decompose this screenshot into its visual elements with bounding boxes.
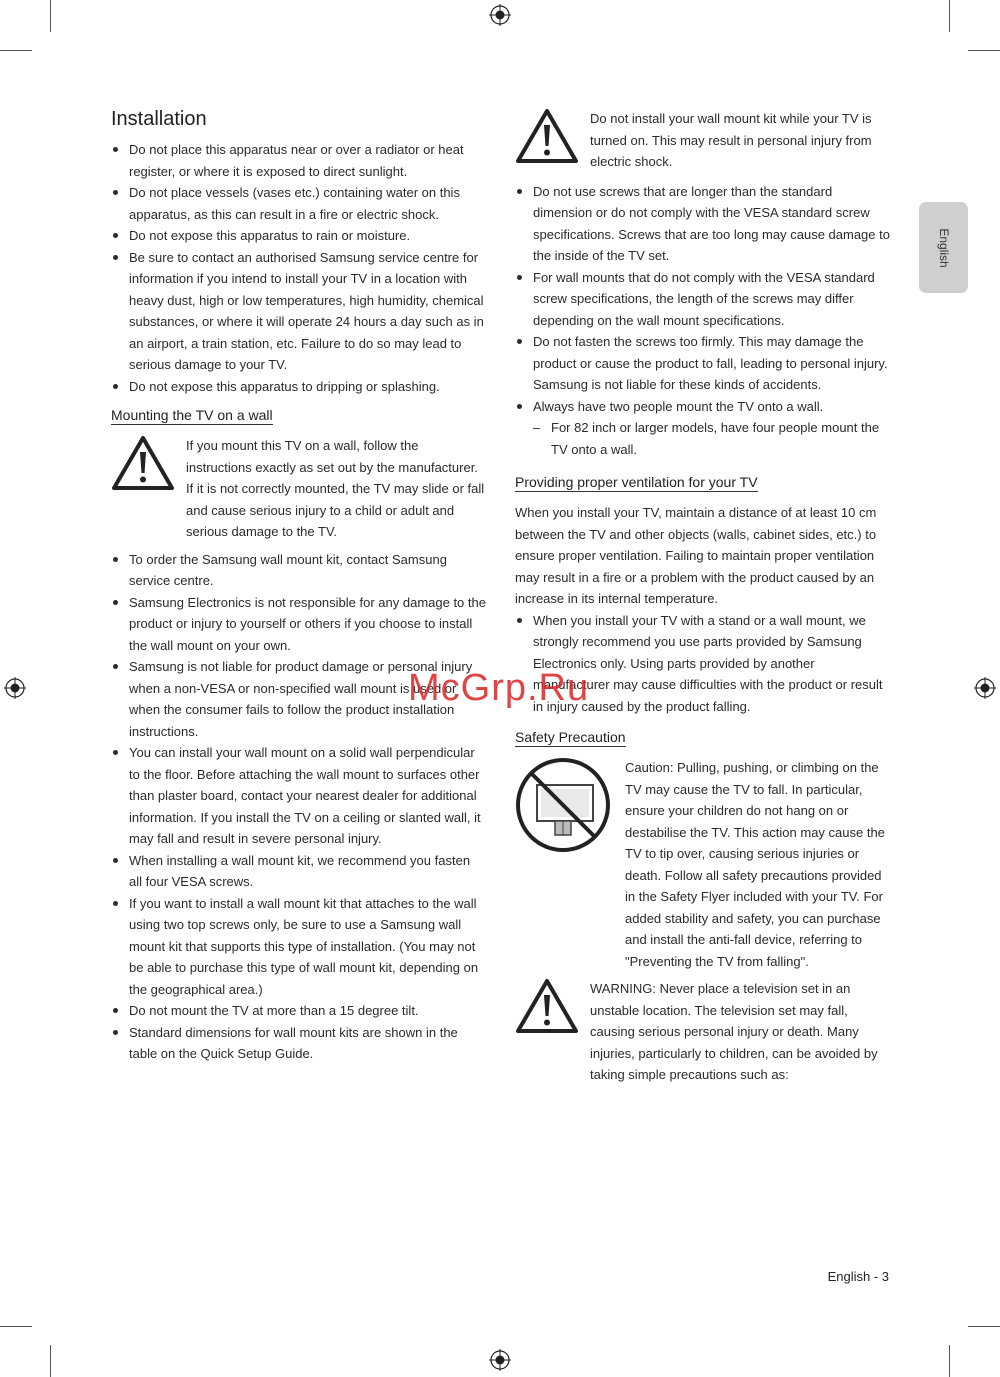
crop-mark — [949, 0, 950, 32]
page-footer: English - 3 — [827, 1269, 889, 1284]
list-item: Do not place vessels (vases etc.) containing water on this apparatus, as this can result in a fire or electric shock. — [111, 182, 486, 225]
caution-label: Caution — [625, 760, 670, 775]
language-tab-label: English — [936, 227, 951, 268]
ventilation-paragraph: When you install your TV, maintain a distance of at least 10 cm between the TV and other objects (walls, cabinet sides, etc.) to ensure proper ventilation. Failing to maintain proper ventilation may result in a fire or a problem with the product caused by an increase in its internal temperature. — [515, 505, 877, 606]
crop-mark — [968, 1326, 1000, 1327]
crop-mark — [0, 50, 32, 51]
power-warning-block — [515, 108, 890, 173]
caution-block — [515, 757, 890, 972]
crop-mark — [0, 1326, 32, 1327]
warning-block — [515, 978, 890, 1086]
list-item: For wall mounts that do not comply with the VESA standard screw specifications, the length of the screws may differ depending on the wall mount specifications. — [515, 267, 890, 332]
list-item: Samsung Electronics is not responsible for any damage to the product or injury to yourself or others if you choose to install the wall mount on your own. — [111, 592, 486, 657]
list-item: When you install your TV with a stand or a wall mount, we strongly recommend you use parts provided by Samsung Electronics only. Using parts provided by another manufacturer may cause difficulties with the product or result in injury caused by the product falling. — [515, 610, 890, 718]
screw-list — [515, 181, 890, 461]
list-item: To order the Samsung wall mount kit, contact Samsung service centre. — [111, 549, 486, 592]
sub-note — [533, 417, 890, 460]
registration-mark-icon — [4, 677, 26, 699]
crop-mark — [50, 1345, 51, 1377]
list-item: Do not expose this apparatus to dripping or splashing. — [111, 376, 486, 398]
power-warning-text: Do not install your wall mount kit while your TV is turned on. This may result in personal injury from electric shock. — [590, 111, 872, 169]
warning-label: WARNING — [590, 981, 653, 996]
mounting-heading: Mounting the TV on a wall — [111, 407, 273, 423]
caution-text — [625, 757, 890, 972]
list-item: You can install your wall mount on a solid wall perpendicular to the floor. Before attaching the wall mount to surfaces other than plaster board, contact your nearest dealer for additional information. If you install the TV on a ceiling or slanted wall, it may fall and result in severe personal injury. — [111, 742, 486, 850]
warning-icon — [515, 978, 579, 1034]
list-item: Do not mount the TV at more than a 15 degree tilt. — [111, 1000, 486, 1022]
language-tab — [919, 202, 968, 293]
list-item: Do not use screws that are longer than the standard dimension or do not comply with the VESA standard screw specifications. Screws that are too long may cause damage to the inside of the TV set. — [515, 181, 890, 267]
left-column — [111, 108, 486, 1065]
registration-mark-icon — [489, 4, 511, 26]
warning-icon — [111, 435, 175, 491]
section-title: Installation — [111, 108, 207, 130]
list-item — [515, 396, 890, 461]
installation-list — [111, 139, 486, 397]
warning-text — [590, 978, 890, 1086]
crop-mark — [949, 1345, 950, 1377]
no-climbing-tv-icon — [515, 757, 615, 857]
safety-heading: Safety Precaution — [515, 729, 626, 745]
list-item: Do not expose this apparatus to rain or moisture. — [111, 225, 486, 247]
dash-marker: – — [533, 420, 541, 435]
list-item: Standard dimensions for wall mount kits are shown in the table on the Quick Setup Guide. — [111, 1022, 486, 1065]
list-item: When installing a wall mount kit, we recommend you fasten all four VESA screws. — [111, 850, 486, 893]
crop-mark — [968, 50, 1000, 51]
mount-warning-block — [111, 435, 486, 543]
caution-body: : Pulling, pushing, or climbing on the TV may cause the TV to fall. In particular, ensure your children do not hang on or destabilise the TV. This action may cause the TV to tip over, causing serious injuries or death. Follow all safety precautions provided in the Safety Flyer included with your TV. For added stability and safety, you can purchase and install the anti-fall device, referring to "Preventing the TV from falling". — [625, 760, 885, 969]
list-item: Do not place this apparatus near or over a radiator or heat register, or where it is exposed to direct sunlight. — [111, 139, 486, 182]
mounting-list — [111, 549, 486, 1065]
right-column — [515, 108, 890, 1092]
list-item: Do not fasten the screws too firmly. This may damage the product or cause the product to fall, leading to personal injury. Samsung is not liable for these kinds of accidents. — [515, 331, 890, 396]
list-item: If you want to install a wall mount kit that attaches to the wall using two top screws only, be sure to use a Samsung wall mount kit that supports this type of installation. (You may not be able to purchase this type of wall mount kit, depending on the geographical area.) — [111, 893, 486, 1001]
ventilation-heading: Providing proper ventilation for your TV — [515, 474, 758, 490]
list-item-text: Always have two people mount the TV onto a wall. — [533, 398, 824, 414]
watermark: McGrp.Ru — [408, 667, 590, 709]
registration-mark-icon — [489, 1349, 511, 1371]
warning-icon — [515, 108, 579, 164]
sub-note-text: For 82 inch or larger models, have four people mount the TV onto a wall. — [551, 420, 880, 457]
mount-warning-text: If you mount this TV on a wall, follow the instructions exactly as set out by the manufacturer. If it is not correctly mounted, the TV may slide or fall and cause serious injury to a child or adult and serious damage to the TV. — [186, 438, 485, 539]
list-item: Samsung is not liable for product damage or personal injury when a non-VESA or non-specified wall mount is used or when the consumer fails to follow the product installation instructions. — [111, 656, 486, 742]
crop-mark — [50, 0, 51, 32]
warning-body: : Never place a television set in an unstable location. The television set may fall, causing serious personal injury or death. Many injuries, particularly to children, can be avoided by taking simple precautions such as: — [590, 981, 878, 1082]
registration-mark-icon — [974, 677, 996, 699]
list-item: Be sure to contact an authorised Samsung service centre for information if you intend to install your TV in a location with heavy dust, high or low temperatures, high humidity, chemical substances, or where it will operate 24 hours a day such as in an airport, a train station, etc. Failure to do so may lead to serious damage to your TV. — [111, 247, 486, 376]
